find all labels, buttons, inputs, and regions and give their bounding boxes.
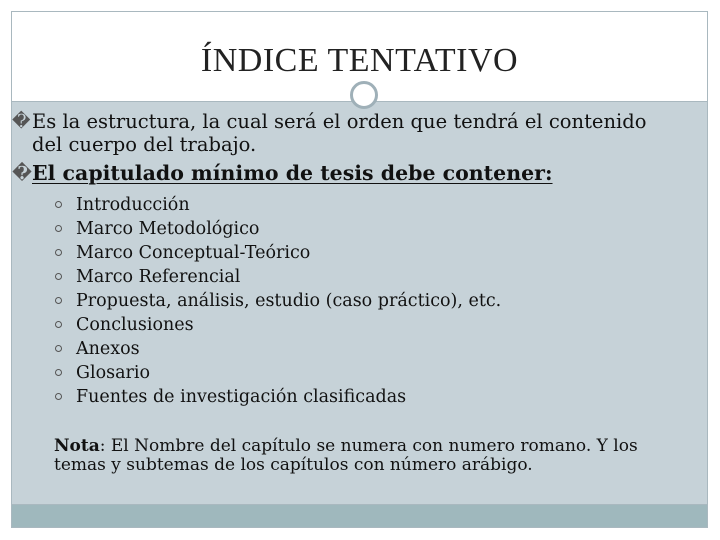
list-item <box>64 289 501 313</box>
circle-bullet-icon <box>55 225 62 232</box>
list-item-label: Anexos <box>76 339 140 359</box>
list-item-label: Glosario <box>76 363 151 383</box>
list-item <box>64 313 501 337</box>
circle-bullet-icon <box>55 201 62 208</box>
list-item <box>64 193 501 217</box>
slide-title: ÍNDICE TENTATIVO <box>200 42 519 79</box>
note <box>54 437 674 475</box>
list-item-label: Conclusiones <box>76 315 194 335</box>
list-item <box>64 217 501 241</box>
bullet-icon: � <box>12 163 33 184</box>
list-item-label: Marco Conceptual-Teórico <box>76 243 311 263</box>
bullet-text: El capitulado mínimo de tesis debe contener: <box>32 161 553 185</box>
circle-bullet-icon <box>55 345 62 352</box>
note-text: : El Nombre del capítulo se numera con numero romano. Y los temas y subtemas de los capítulos con número arábigo. <box>54 436 638 475</box>
decorative-circle <box>350 81 378 109</box>
circle-bullet-icon <box>55 297 62 304</box>
circle-bullet-icon <box>55 393 62 400</box>
bullet-icon: � <box>12 111 31 132</box>
list-item <box>64 241 501 265</box>
footer-band <box>12 504 707 527</box>
circle-bullet-icon <box>55 273 62 280</box>
slide <box>11 11 708 528</box>
bullet-text: Es la estructura, la cual será el orden que tendrá el contenido del cuerpo del trabajo. <box>32 110 647 156</box>
circle-bullet-icon <box>55 369 62 376</box>
list-item-label: Introducción <box>76 195 190 215</box>
list-item <box>64 265 501 289</box>
list-item <box>64 337 501 361</box>
chapter-list <box>64 193 501 409</box>
list-item-label: Marco Metodológico <box>76 219 260 239</box>
list-item-label: Marco Referencial <box>76 267 241 287</box>
list-item-label: Fuentes de investigación clasificadas <box>76 387 407 407</box>
bullet-chapters <box>12 161 672 185</box>
note-label: Nota <box>54 436 100 456</box>
circle-bullet-icon <box>55 321 62 328</box>
list-item <box>64 361 501 385</box>
bullet-structure <box>12 110 672 156</box>
circle-bullet-icon <box>55 249 62 256</box>
list-item-label: Propuesta, análisis, estudio (caso práctico), etc. <box>76 291 502 311</box>
list-item <box>64 385 501 409</box>
